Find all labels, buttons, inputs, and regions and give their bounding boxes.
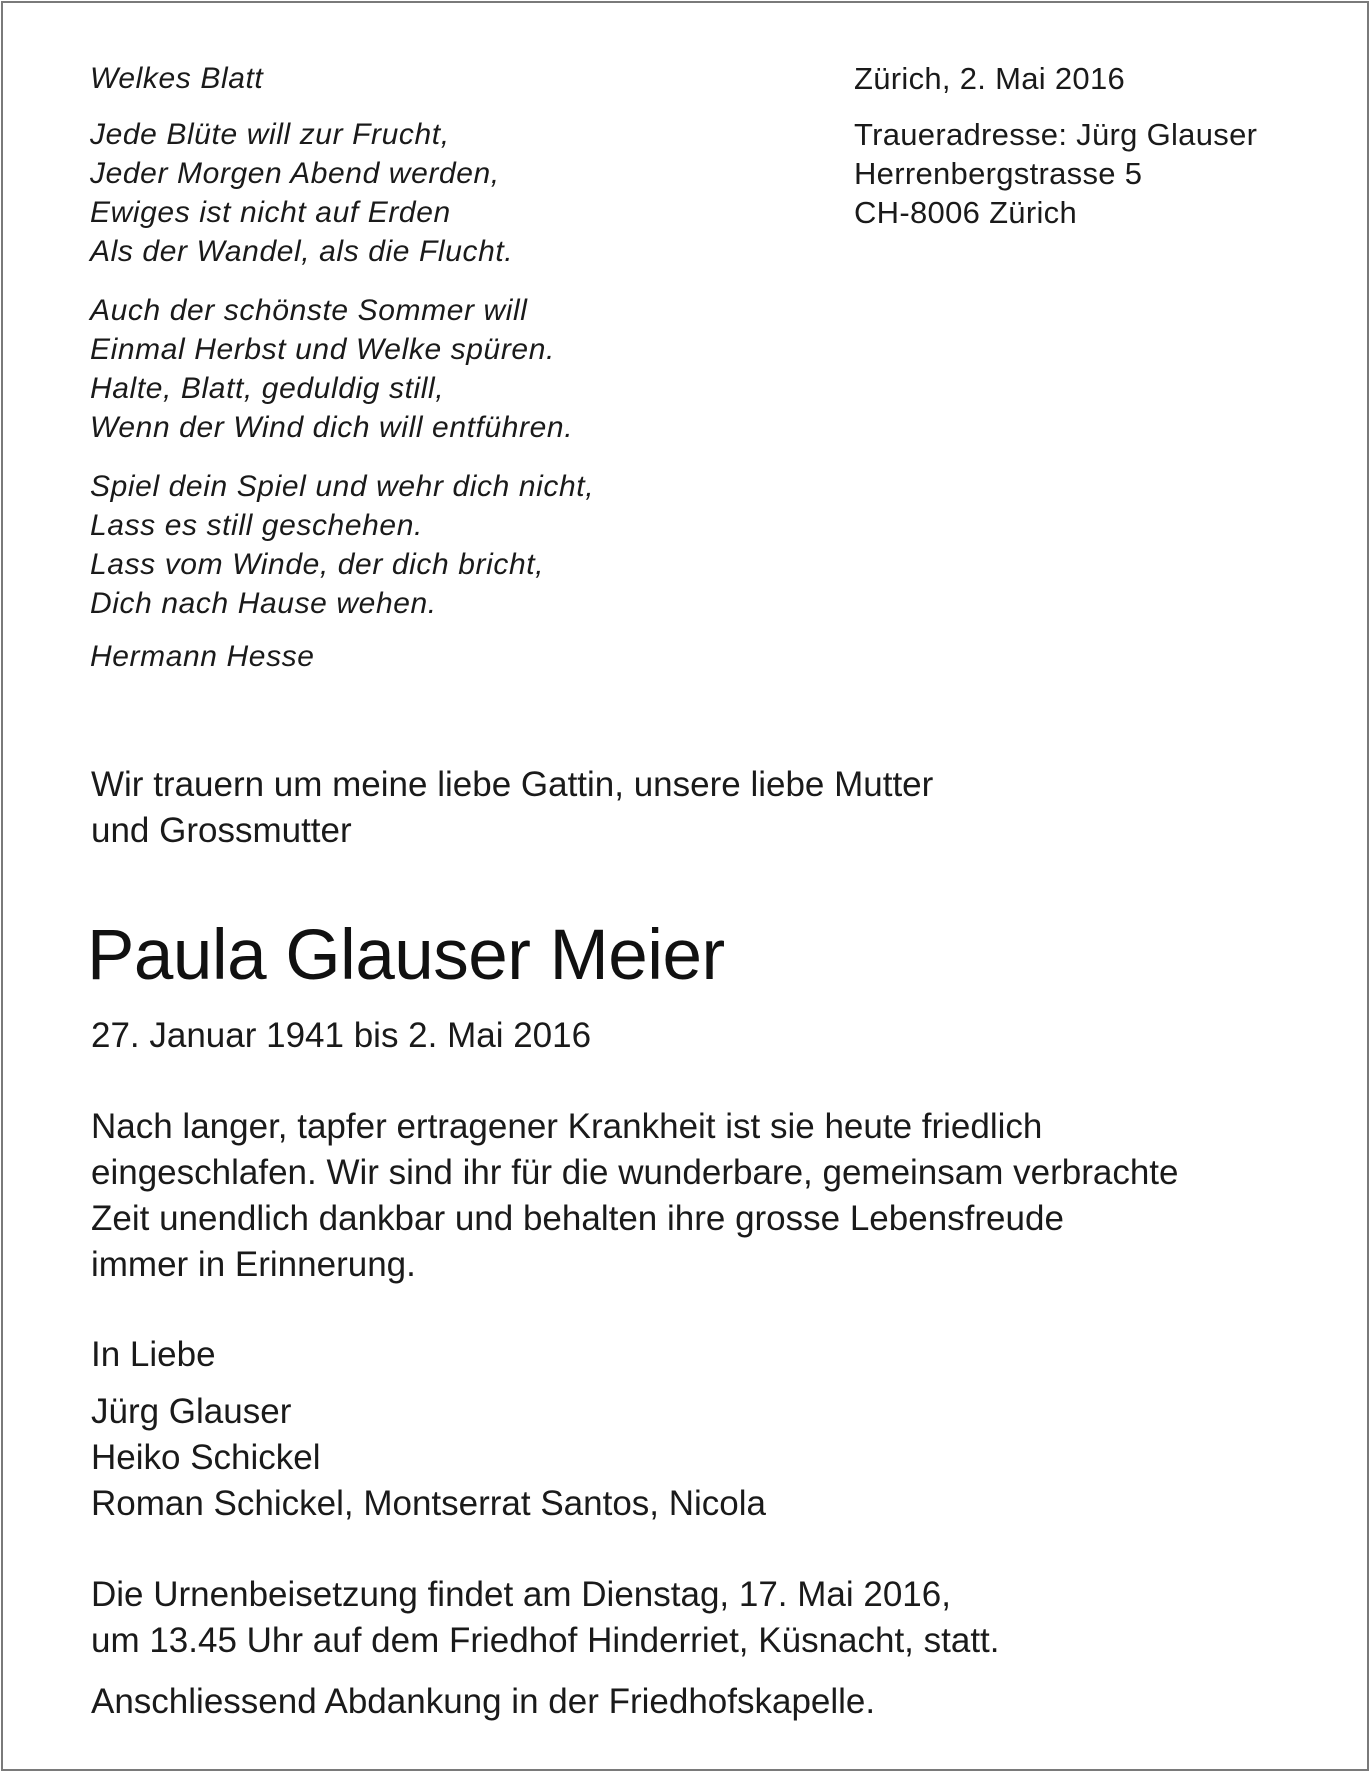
service-line: Die Urnenbeisetzung findet am Dienstag, 17. Mai 2016,: [91, 1575, 951, 1614]
poem-line: Einmal Herbst und Welke spüren.: [90, 333, 555, 366]
deceased-name: Paula Glauser Meier: [87, 916, 725, 995]
mourner-name: Roman Schickel, Montserrat Santos, Nicola: [91, 1484, 766, 1523]
poem-stanza-1: [90, 115, 513, 271]
message-line: Nach langer, tapfer ertragener Krankheit ist sie heute friedlich: [91, 1107, 1043, 1146]
message-line: Zeit unendlich dankbar und behalten ihre grosse Lebensfreude: [91, 1199, 1064, 1238]
poem-line: Halte, Blatt, geduldig still,: [90, 372, 445, 405]
message-paragraph: [91, 1104, 1178, 1288]
poem-stanza-2: [90, 291, 573, 447]
mourning-address: [854, 115, 1257, 232]
obituary-notice: [1, 1, 1369, 1771]
poem-line: Auch der schönste Sommer will: [90, 294, 528, 327]
poem-line: Dich nach Hause wehen.: [90, 587, 437, 620]
address-line: Traueradresse: Jürg Glauser: [854, 117, 1258, 152]
life-dates: 27. Januar 1941 bis 2. Mai 2016: [91, 1016, 592, 1055]
place-date: Zürich, 2. Mai 2016: [854, 61, 1126, 96]
service-info: [91, 1572, 1000, 1664]
poem-title: Welkes Blatt: [90, 62, 264, 95]
mourner-name: Jürg Glauser: [91, 1392, 292, 1431]
afterward-info: Anschliessend Abdankung in der Friedhofskapelle.: [91, 1682, 876, 1721]
intro-line: Wir trauern um meine liebe Gattin, unsere liebe Mutter: [91, 765, 934, 804]
poem-line: Lass es still geschehen.: [90, 509, 423, 542]
mourners-list: [91, 1389, 766, 1527]
address-line: CH-8006 Zürich: [854, 195, 1078, 230]
poem-line: Spiel dein Spiel und wehr dich nicht,: [90, 470, 595, 503]
poem-line: Wenn der Wind dich will entführen.: [90, 411, 574, 444]
poem-line: Ewiges ist nicht auf Erden: [90, 196, 451, 229]
message-line: immer in Erinnerung.: [91, 1245, 416, 1284]
intro-text: [91, 762, 933, 854]
poem-line: Jeder Morgen Abend werden,: [90, 157, 500, 190]
message-line: eingeschlafen. Wir sind ihr für die wunderbare, gemeinsam verbrachte: [91, 1153, 1179, 1192]
poem-line: Als der Wandel, als die Flucht.: [90, 235, 514, 268]
address-line: Herrenbergstrasse 5: [854, 156, 1143, 191]
poem-line: Jede Blüte will zur Frucht,: [90, 118, 450, 151]
closing-text: In Liebe: [91, 1335, 216, 1374]
poem-stanza-3: [90, 467, 594, 623]
poem: [90, 59, 263, 98]
service-line: um 13.45 Uhr auf dem Friedhof Hinderriet, Küsnacht, statt.: [91, 1621, 1000, 1660]
poem-line: Lass vom Winde, der dich bricht,: [90, 548, 545, 581]
intro-line: und Grossmutter: [91, 811, 352, 850]
mourner-name: Heiko Schickel: [91, 1438, 321, 1477]
poem-author: Hermann Hesse: [90, 640, 315, 673]
